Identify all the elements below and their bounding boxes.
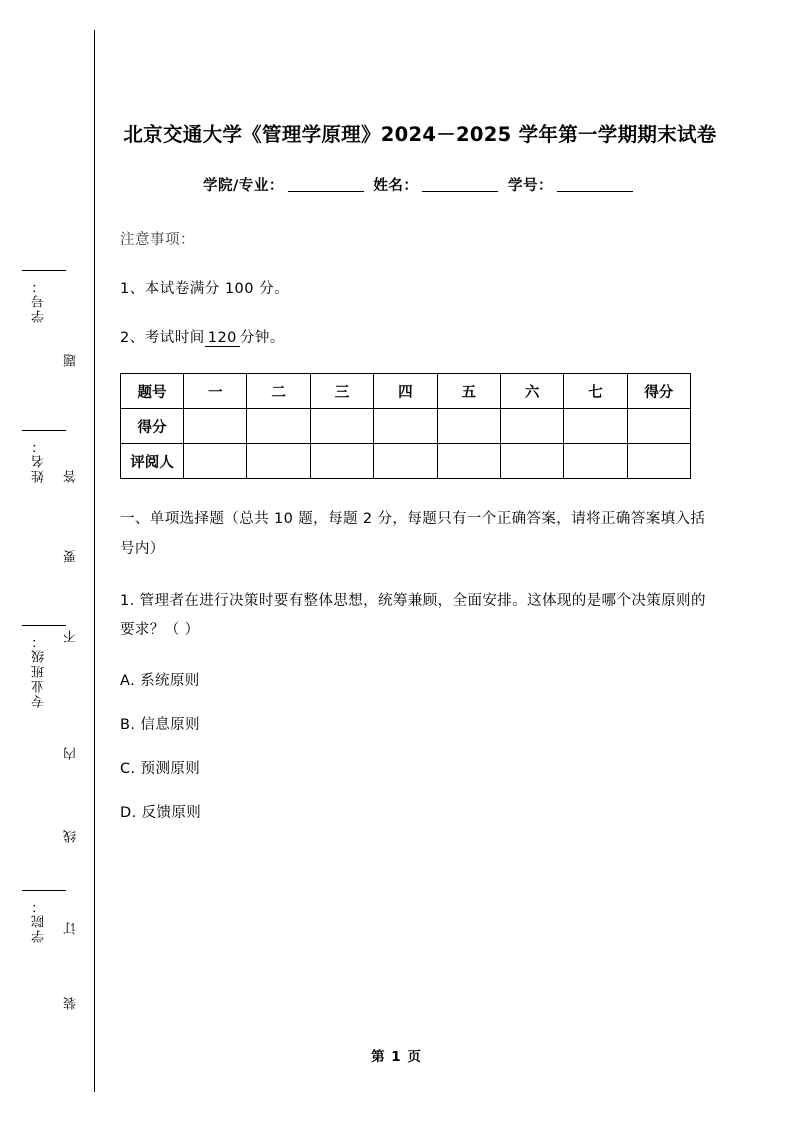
margin-label-class: 专业班级： — [32, 633, 47, 708]
margin-dash — [22, 625, 66, 626]
margin-seal-char-7: 订 — [64, 920, 79, 935]
score-table-col-6: 七 — [564, 374, 627, 409]
reviewer-cell[interactable] — [310, 444, 373, 479]
question-1-option-a[interactable]: A. 系统原则 — [120, 673, 200, 689]
score-table-col-2: 三 — [310, 374, 373, 409]
question-1-option-d[interactable]: D. 反馈原则 — [120, 805, 202, 821]
margin-label-student-id: 学号： — [32, 278, 47, 323]
notes-heading: 注意事项： — [120, 232, 195, 249]
reviewer-cell[interactable] — [374, 444, 437, 479]
reviewer-cell[interactable] — [437, 444, 500, 479]
margin-seal-char-1: 题 — [64, 352, 79, 367]
score-cell[interactable] — [564, 409, 627, 444]
table-row — [121, 374, 691, 409]
score-table-row-header-2: 评阅人 — [121, 444, 184, 479]
score-cell[interactable] — [627, 409, 690, 444]
section-heading: 一、单项选择题（总共 10 题，每题 2 分，每题只有一个正确答案，请将正确答案填入括号内） — [120, 511, 706, 557]
score-table-row-header-0: 题号 — [121, 374, 184, 409]
score-table-col-1: 二 — [247, 374, 310, 409]
margin-seal-char-2: 答 — [64, 468, 79, 483]
score-cell[interactable] — [310, 409, 373, 444]
table-row — [121, 444, 691, 479]
field-label-student-id: 学号： — [507, 178, 553, 195]
page-number: 第 1 页 — [371, 1049, 422, 1065]
field-blank-student-id[interactable] — [557, 191, 633, 192]
score-table-col-4: 五 — [437, 374, 500, 409]
score-cell[interactable] — [247, 409, 310, 444]
score-table-col-7: 得分 — [627, 374, 690, 409]
score-cell[interactable] — [437, 409, 500, 444]
margin-dash — [22, 270, 66, 271]
reviewer-cell[interactable] — [184, 444, 247, 479]
margin-seal-char-4: 不 — [64, 628, 79, 643]
field-blank-name[interactable] — [422, 191, 498, 192]
question-1: 1. 管理者在进行决策时要有整体思想，统筹兼顾，全面安排。这体现的是哪个决策原则的要求？（ ） — [120, 592, 706, 639]
header-fields — [120, 174, 720, 195]
binding-margin-strip — [0, 0, 100, 1122]
score-table-col-3: 四 — [374, 374, 437, 409]
score-table — [120, 373, 691, 479]
score-cell[interactable] — [184, 409, 247, 444]
table-row — [121, 409, 691, 444]
score-table-col-0: 一 — [184, 374, 247, 409]
page-title: 北京交通大学《管理学原理》2024－2025 学年第一学期期末试卷 — [123, 123, 717, 146]
score-cell[interactable] — [500, 409, 563, 444]
note-item-1 — [120, 277, 720, 298]
exam-sheet — [120, 0, 720, 822]
field-label-college-major: 学院/专业： — [203, 178, 284, 195]
question-1-option-b[interactable]: B. 信息原则 — [120, 717, 200, 733]
note-2-prefix: 2、考试时间 — [120, 330, 205, 347]
margin-seal-char-8: 装 — [64, 995, 79, 1010]
reviewer-cell[interactable] — [627, 444, 690, 479]
margin-dash — [22, 890, 66, 891]
field-label-name: 姓名： — [373, 178, 419, 195]
reviewer-cell[interactable] — [500, 444, 563, 479]
note-1-text: 1、本试卷满分 100 分。 — [120, 281, 290, 298]
note-2-suffix: 分钟。 — [239, 330, 285, 347]
margin-label-college: 学院： — [32, 898, 47, 943]
reviewer-cell[interactable] — [247, 444, 310, 479]
question-1-option-c[interactable]: C. 预测原则 — [120, 761, 201, 777]
margin-vertical-rule — [94, 30, 95, 1092]
note-item-2 — [120, 326, 720, 347]
field-blank-college-major[interactable] — [288, 191, 364, 192]
margin-seal-char-5: 内 — [64, 745, 79, 760]
reviewer-cell[interactable] — [564, 444, 627, 479]
margin-dash — [22, 430, 66, 431]
note-2-duration: 120 — [205, 330, 240, 347]
margin-seal-char-3: 要 — [64, 548, 79, 563]
margin-label-name: 姓名： — [32, 438, 47, 483]
score-table-row-header-1: 得分 — [121, 409, 184, 444]
margin-seal-char-6: 线 — [64, 828, 79, 843]
score-cell[interactable] — [374, 409, 437, 444]
score-table-col-5: 六 — [500, 374, 563, 409]
